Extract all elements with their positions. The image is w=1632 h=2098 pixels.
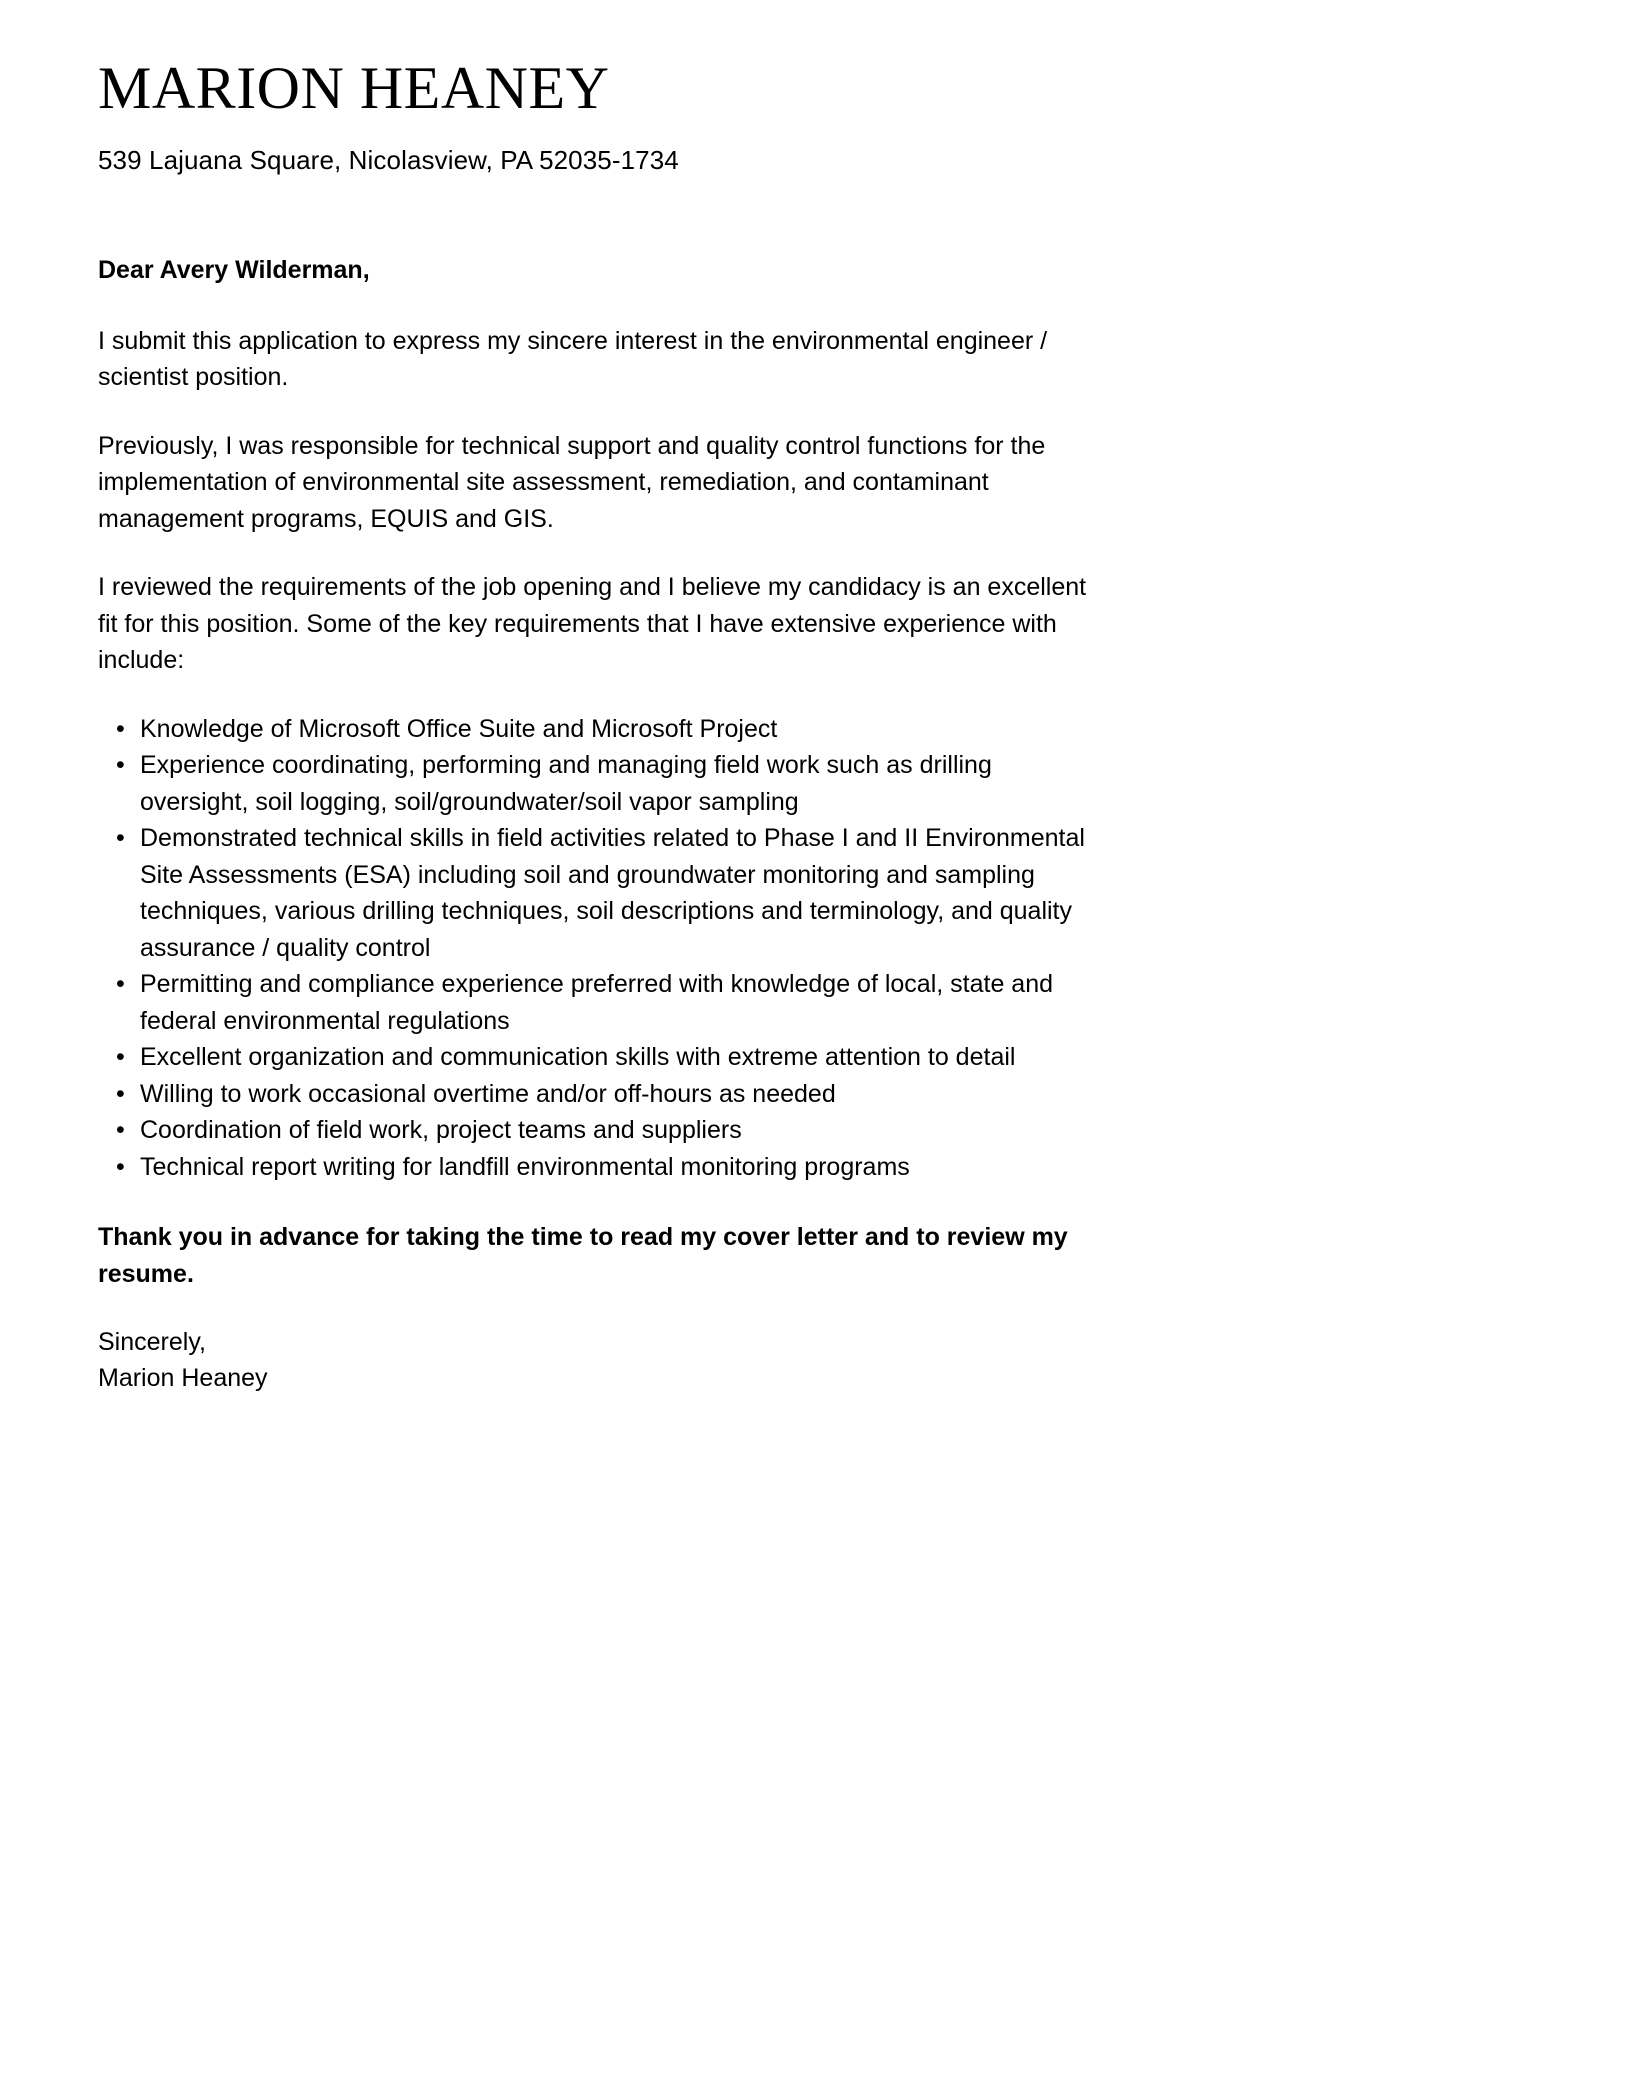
applicant-address: 539 Lajuana Square, Nicolasview, PA 52035-1734: [98, 145, 679, 176]
paragraph-intro: I submit this application to express my sincere interest in the environmental engineer / scientist position.: [98, 326, 1048, 392]
list-item: [98, 747, 1088, 820]
list-item: [98, 820, 1088, 966]
signature-name: Marion Heaney: [98, 1364, 268, 1393]
list-item: [98, 711, 1088, 748]
list-item-label: Knowledge of Microsoft Office Suite and Microsoft Project: [140, 714, 778, 743]
page-title: MARION HEANEY: [98, 55, 610, 121]
list-item-label: Demonstrated technical skills in field activities related to Phase I and II Environmental Site Assessments (ESA) including soil and groundwater monitoring and sampling techniques, various drilling techniques, soil descriptions and terminology, and quality assurance / quality control: [140, 824, 1085, 962]
list-item-label: Technical report writing for landfill environmental monitoring programs: [140, 1152, 910, 1181]
bullet-icon: •: [116, 751, 125, 780]
list-item: [98, 1112, 1088, 1149]
bullet-icon: •: [116, 970, 125, 999]
paragraph-experience: Previously, I was responsible for technical support and quality control functions for the implementation of environmental site assessment, remediation, and contaminant management programs, EQUIS and GIS.: [98, 431, 1046, 533]
requirements-list: [98, 711, 1088, 1186]
paragraph-requirements-intro: I reviewed the requirements of the job opening and I believe my candidacy is an excellent fit for this position. Some of the key requirements that I have extensive experience with include:: [98, 573, 1087, 675]
bullet-icon: •: [116, 1116, 125, 1145]
bullet-icon: •: [116, 1079, 125, 1108]
letter-content: [98, 55, 1088, 1397]
bullet-icon: •: [116, 824, 125, 853]
list-item: [98, 966, 1088, 1039]
list-item: [98, 1039, 1088, 1076]
list-item-label: Permitting and compliance experience preferred with knowledge of local, state and federal environmental regulations: [140, 970, 1054, 1035]
salutation: Dear Avery Wilderman,: [98, 256, 370, 285]
list-item-label: Excellent organization and communication skills with extreme attention to detail: [140, 1043, 1016, 1072]
list-item: [98, 1076, 1088, 1113]
list-item-label: Experience coordinating, performing and managing field work such as drilling oversight, soil logging, soil/groundwater/soil vapor sampling: [140, 751, 992, 816]
sign-off-label: Sincerely,: [98, 1328, 206, 1357]
list-item: [98, 1149, 1088, 1186]
bullet-icon: •: [116, 1152, 125, 1181]
bullet-icon: •: [116, 714, 125, 743]
list-item-label: Coordination of field work, project teams and suppliers: [140, 1116, 742, 1145]
letter-body: [98, 252, 1088, 1396]
signature-block: [98, 1324, 1088, 1397]
list-item-label: Willing to work occasional overtime and/or off-hours as needed: [140, 1079, 836, 1108]
thank-you-statement: Thank you in advance for taking the time to read my cover letter and to review my resume.: [98, 1223, 1068, 1288]
bullet-icon: •: [116, 1043, 125, 1072]
